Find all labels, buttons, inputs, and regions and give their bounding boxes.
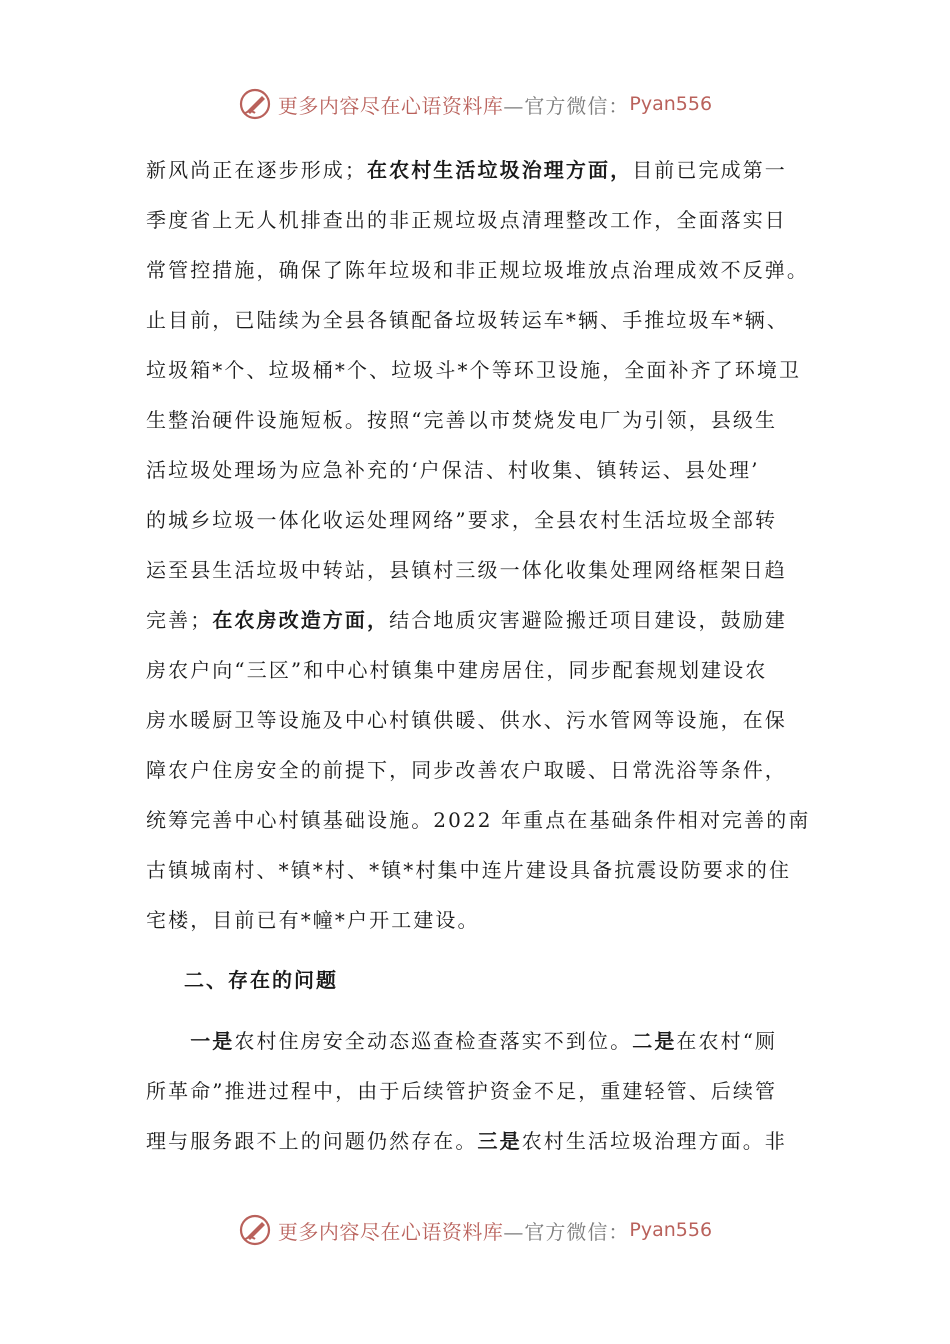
text-segment: 所革命”推进过程中，由于后续管护资金不足，重建轻管、后续管 [146, 1079, 778, 1103]
text-line [146, 295, 806, 345]
text-line [146, 395, 806, 445]
banner-wechat-label: —官方微信： [503, 93, 630, 118]
text-line [146, 445, 806, 495]
section-heading: 二、存在的问题 [184, 968, 338, 992]
text-segment: 的城乡垃圾一体化收运处理网络”要求，全县农村生活垃圾全部转 [146, 508, 778, 532]
text-line [146, 695, 806, 745]
text-segment: 生整治硬件设施短板。按照“完善以市焚烧发电厂为引领，县级生 [146, 408, 778, 432]
paragraph-2 [146, 1016, 806, 1166]
banner-wechat-label: —官方微信： [503, 1219, 630, 1244]
text-segment: 古镇城南村、*镇*村、*镇*村集中连片建设具备抗震设防要求的住 [146, 858, 792, 882]
text-segment: 季度省上无人机排查出的非正规垃圾点清理整改工作，全面落实日 [146, 208, 787, 232]
text-segment: 运至县生活垃圾中转站，县镇村三级一体化收集处理网络框架日趋 [146, 558, 787, 582]
text-segment: 新风尚正在逐步形成； [146, 158, 367, 182]
text-segment: 障农户住房安全的前提下，同步改善农户取暖、日常洗浴等条件， [146, 758, 787, 782]
text-line [146, 195, 806, 245]
pen-logo-icon [238, 1213, 272, 1247]
text-segment: 垃圾箱*个、垃圾桶*个、垃圾斗*个等环卫设施，全面补齐了环境卫 [146, 358, 802, 382]
text-line [146, 645, 806, 695]
banner-wechat-id: Pyan556 [629, 1219, 713, 1241]
text-segment: 房水暖厨卫等设施及中心村镇供暖、供水、污水管网等设施，在保 [146, 708, 787, 732]
bold-text-segment: 三是 [477, 1129, 522, 1153]
text-line [146, 845, 806, 895]
text-segment: 统筹完善中心村镇基础设施。2022 年重点在基础条件相对完善的南 [146, 808, 811, 832]
banner-wechat-id: Pyan556 [629, 93, 713, 115]
text-segment: 活垃圾处理场为应急补充的‘户保洁、村收集、镇转运、县处理’ [146, 458, 760, 482]
text-segment: 常管控措施，确保了陈年垃圾和非正规垃圾堆放点治理成效不反弹。 [146, 258, 809, 282]
text-segment: 完善； [146, 608, 213, 632]
text-segment: 理与服务跟不上的问题仍然存在。 [146, 1129, 478, 1153]
text-line [146, 895, 806, 945]
bold-text-segment: 在农村生活垃圾治理方面， [367, 158, 633, 182]
bold-text-segment: 一是 [190, 1029, 235, 1053]
text-line [146, 595, 806, 645]
footer-banner [0, 1210, 950, 1250]
text-line [146, 345, 806, 395]
text-segment: 农村住房安全动态巡查检查落实不到位。 [234, 1029, 633, 1053]
text-segment: 房农户向“三区”和中心村镇集中建房居住，同步配套规划建设农 [146, 658, 768, 682]
text-line [146, 145, 806, 195]
text-line [146, 545, 806, 595]
text-line [146, 1016, 806, 1066]
text-segment: 宅楼，目前已有*幢*户开工建设。 [146, 908, 480, 932]
text-segment: 止目前，已陆续为全县各镇配备垃圾转运车*辆、手推垃圾车*辆、 [146, 308, 789, 332]
text-line [146, 495, 806, 545]
text-segment: 目前已完成第一 [632, 158, 787, 182]
text-segment [146, 1029, 190, 1053]
text-line [146, 1116, 806, 1166]
banner-brand-text: 更多内容尽在心语资料库 [277, 93, 504, 118]
text-segment: 在农村“厕 [676, 1029, 778, 1053]
pen-logo-icon [238, 87, 272, 121]
text-line [146, 795, 811, 845]
text-segment: 农村生活垃圾治理方面。非 [521, 1129, 787, 1153]
bold-text-segment: 在农房改造方面， [212, 608, 390, 632]
banner-brand-text: 更多内容尽在心语资料库 [277, 1219, 504, 1244]
header-banner [0, 84, 950, 124]
bold-text-segment: 二是 [632, 1029, 677, 1053]
paragraph-1 [146, 145, 811, 945]
text-line [146, 1066, 806, 1116]
text-line [146, 745, 806, 795]
text-segment: 结合地质灾害避险搬迁项目建设，鼓励建 [389, 608, 787, 632]
text-line [146, 245, 809, 295]
